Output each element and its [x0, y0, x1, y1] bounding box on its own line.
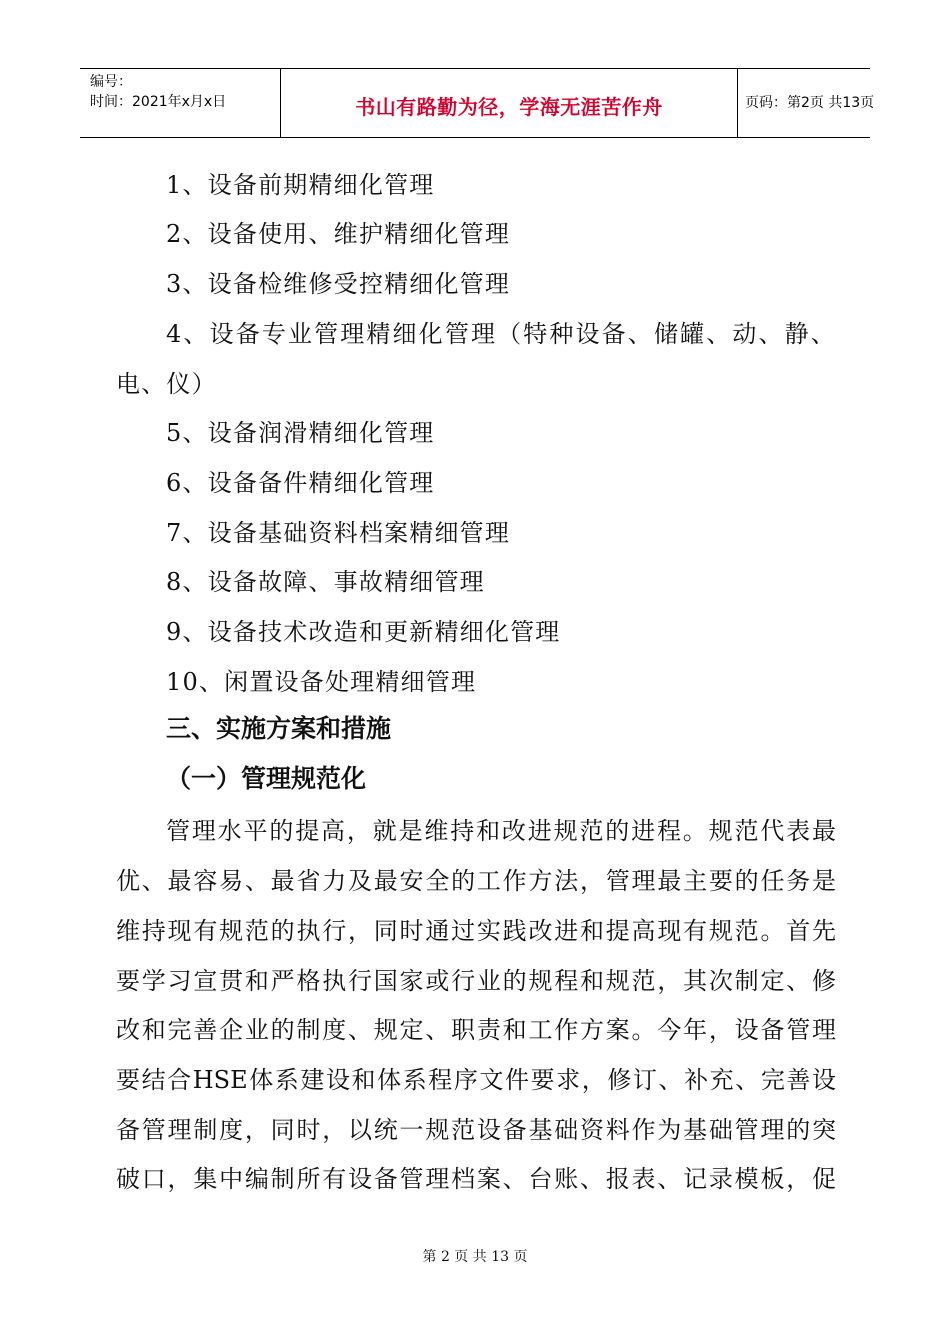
list-item: 9、设备技术改造和更新精细化管理	[166, 618, 561, 646]
header-motto: 书山有路勤为径，学海无涯苦作舟	[355, 95, 663, 119]
list-item: 10、闲置设备处理精细管理	[166, 668, 477, 696]
list-item: 1、设备前期精细化管理	[166, 171, 435, 199]
paragraph-line: 破口，集中编制所有设备管理档案、台账、报表、记录模板，促	[116, 1165, 836, 1193]
header-meta-cell	[80, 69, 280, 137]
document-id-label: 编号：	[90, 74, 132, 90]
section-heading: 三、实施方案和措施	[166, 714, 392, 743]
list-item: 2、设备使用、维护精细化管理	[166, 220, 511, 248]
list-item: 3、设备检维修受控精细化管理	[166, 270, 511, 298]
paragraph-line: 要学习宣贯和严格执行国家或行业的规程和规范，其次制定、修	[116, 967, 836, 995]
paragraph-line: 管理水平的提高，就是维持和改进规范的进程。规范代表最	[166, 817, 836, 845]
list-item: 5、设备润滑精细化管理	[166, 419, 435, 447]
subsection-heading: （一）管理规范化	[166, 764, 367, 793]
list-item: 8、设备故障、事故精细管理	[166, 568, 485, 596]
document-time-label: 时间：2021年x月x日	[90, 94, 227, 110]
page-footer: 第 2 页 共 13 页	[422, 1249, 528, 1265]
list-item: 6、设备备件精细化管理	[166, 469, 435, 497]
list-item: 7、设备基础资料档案精细管理	[166, 519, 511, 547]
paragraph-line: 优、最容易、最省力及最安全的工作方法，管理最主要的任务是	[116, 867, 836, 895]
header-page-number: 页码：第2页 共13页	[745, 95, 875, 111]
paragraph-line: 改和完善企业的制度、规定、职责和工作方案。今年，设备管理	[116, 1016, 836, 1044]
header-page-cell	[737, 69, 875, 137]
list-item: 4、设备专业管理精细化管理（特种设备、储罐、动、静、	[166, 320, 836, 348]
paragraph-line: 备管理制度，同时，以统一规范设备基础资料作为基础管理的突	[116, 1116, 836, 1144]
list-item-continuation: 电、仪）	[116, 370, 217, 398]
paragraph-line: 要结合HSE体系建设和体系程序文件要求，修订、补充、完善设	[116, 1066, 836, 1094]
header-motto-cell	[280, 69, 738, 137]
page-header	[80, 68, 875, 138]
paragraph-line: 维持现有规范的执行，同时通过实践改进和提高现有规范。首先	[116, 917, 836, 945]
